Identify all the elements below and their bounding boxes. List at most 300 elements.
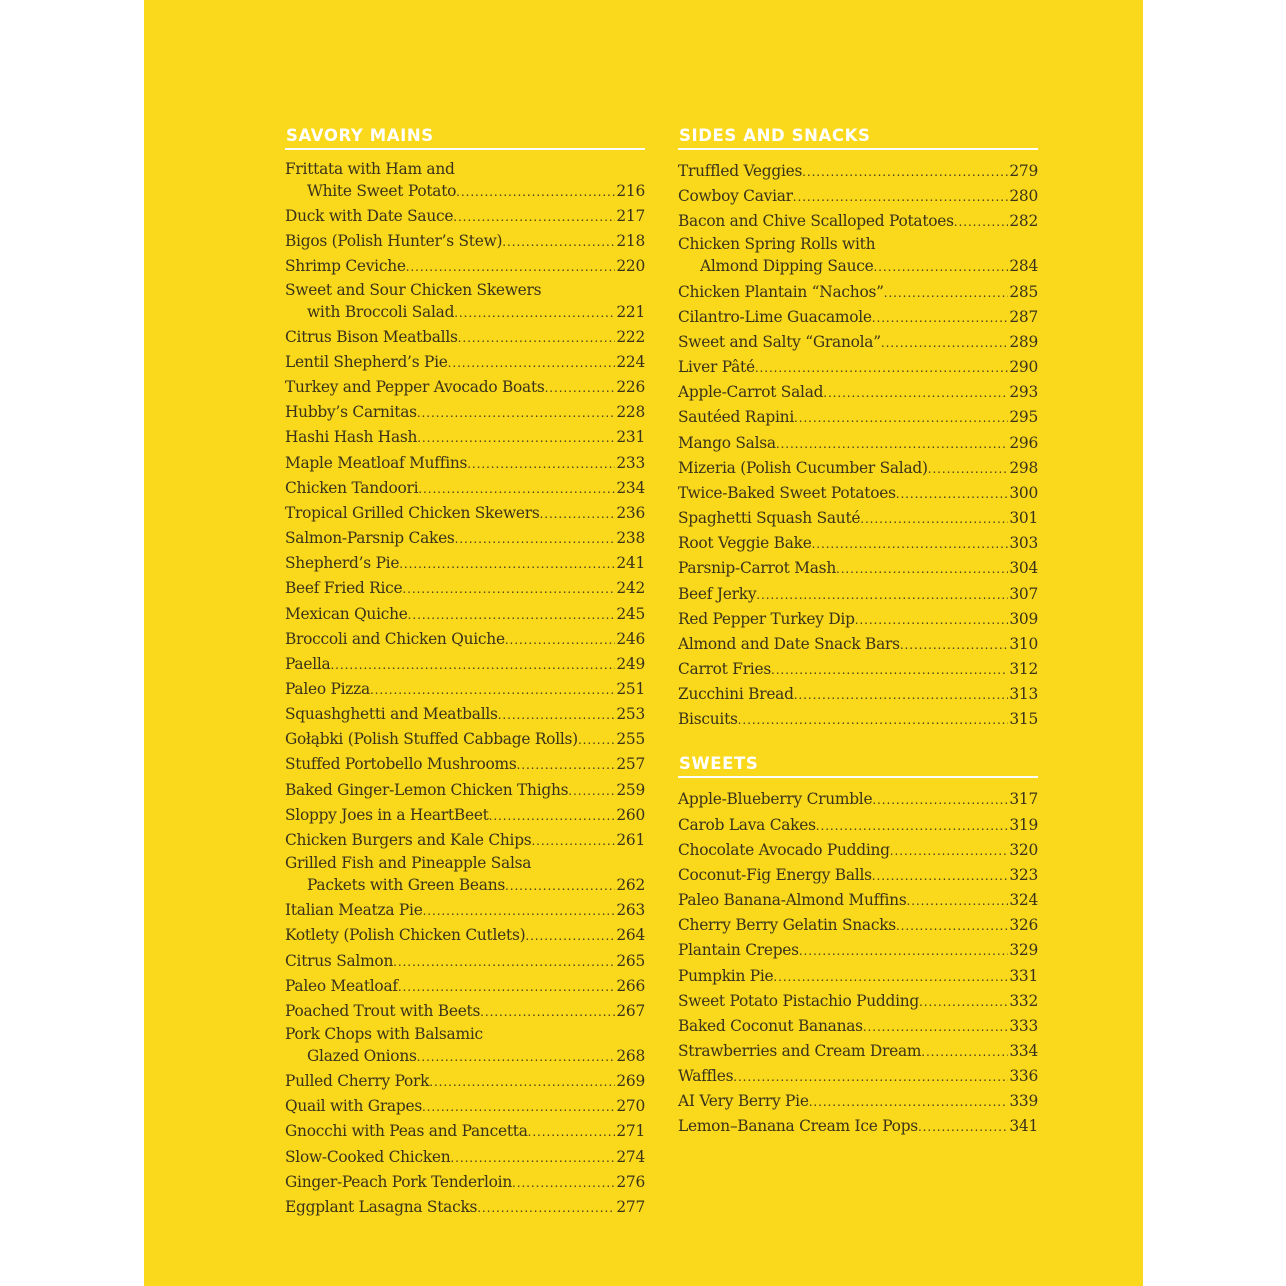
toc-entry	[285, 451, 645, 476]
dot-leader	[773, 964, 1008, 989]
toc-entry	[678, 838, 1038, 863]
entry-title: Strawberries and Cream Dream	[678, 1042, 922, 1060]
page-number: 233	[616, 453, 645, 472]
entry-title: Pumpkin Pie	[678, 966, 774, 985]
entry-title: Chicken Burgers and Kale Chips	[285, 830, 532, 849]
entry-title: Sweet and Sour Chicken Skewers	[285, 280, 542, 299]
entry-list	[678, 787, 1038, 1139]
dot-leader	[863, 1014, 1009, 1039]
dot-leader	[402, 576, 615, 601]
dot-leader	[540, 501, 616, 526]
toc-entry	[285, 551, 645, 576]
entry-title: Baked Coconut Bananas	[678, 1016, 863, 1035]
dot-leader	[531, 828, 615, 853]
entry-title: Italian Meatza Pie	[285, 901, 423, 920]
toc-entry-line	[285, 803, 645, 828]
entry-title: Paleo Banana-Almond Muffins	[678, 891, 907, 910]
toc-entry-line	[285, 949, 645, 974]
toc-entry-line	[285, 923, 645, 948]
entry-title: Paleo Pizza	[285, 679, 370, 698]
toc-entry	[285, 159, 645, 204]
dot-leader	[429, 1069, 615, 1094]
entry-list	[678, 159, 1038, 732]
toc-entry-line	[285, 602, 645, 627]
dot-leader	[454, 300, 615, 325]
toc-entry-line	[285, 254, 645, 279]
toc-entry-line	[678, 964, 1038, 989]
toc-entry-line	[678, 159, 1038, 184]
toc-entry-line	[285, 999, 645, 1024]
entry-title: Liver Pâté	[678, 358, 755, 377]
entry-title: Plantain Crepes	[678, 941, 799, 960]
entry-title: Sweet and Salty “Granola”	[678, 332, 881, 351]
entry-title: Mexican Quiche	[285, 604, 408, 623]
page-number: 263	[616, 901, 645, 920]
section-heading: SIDES AND SNACKS	[678, 126, 1038, 150]
toc-entry	[285, 204, 645, 229]
entry-title: Cilantro-Lime Guacamole	[678, 307, 872, 326]
entry-title: Apple-Blueberry Crumble	[678, 790, 873, 809]
toc-entry	[285, 803, 645, 828]
toc-entry-line	[285, 727, 645, 752]
dot-leader	[809, 1089, 1009, 1114]
page-number: 313	[1009, 685, 1038, 704]
toc-entry-line	[285, 204, 645, 229]
page-number: 221	[616, 302, 645, 321]
entry-title: Almond and Date Snack Bars	[678, 634, 900, 653]
section-heading: SAVORY MAINS	[285, 126, 645, 150]
toc-entry	[285, 778, 645, 803]
page-number: 268	[616, 1047, 645, 1065]
entry-title: Grilled Fish and Pineapple Salsa	[285, 854, 532, 873]
toc-entry	[285, 280, 645, 325]
entry-title: Sloppy Joes in a HeartBeet	[285, 805, 489, 824]
entry-title: Stuffed Portobello Mushrooms	[285, 755, 517, 774]
toc-entry	[678, 330, 1038, 355]
toc-entry	[678, 682, 1038, 707]
toc-entry-line	[678, 380, 1038, 405]
toc-entry	[285, 752, 645, 777]
dot-leader	[738, 707, 1009, 732]
page-number: 285	[1009, 282, 1038, 301]
entry-title: Turkey and Pepper Avocado Boats	[285, 378, 545, 397]
entry-title: Paella	[285, 654, 331, 673]
entry-title: Paleo Meatloaf	[285, 976, 398, 995]
toc-entry-line	[678, 405, 1038, 430]
dot-leader	[456, 179, 615, 204]
toc-entry-line	[285, 1069, 645, 1094]
entry-title: Cowboy Caviar	[678, 187, 793, 206]
entry-title: Beef Fried Rice	[285, 579, 403, 598]
dot-leader	[477, 1195, 615, 1220]
toc-entry-line	[678, 632, 1038, 657]
dot-leader	[881, 330, 1009, 355]
entry-title: Mango Salsa	[678, 433, 776, 452]
page-number: 301	[1009, 509, 1038, 528]
dot-leader	[756, 582, 1008, 607]
page-number: 282	[1009, 212, 1038, 231]
toc-entry	[678, 607, 1038, 632]
toc-entry-line	[285, 280, 645, 300]
toc-entry	[678, 456, 1038, 481]
toc-entry-line	[678, 682, 1038, 707]
page-number: 329	[1009, 941, 1038, 960]
entry-title: Hashi Hash Hash	[285, 428, 418, 447]
dot-leader	[330, 652, 615, 677]
page-number: 245	[616, 604, 645, 623]
toc-entry	[678, 632, 1038, 657]
dot-leader	[919, 989, 1008, 1014]
toc-entry-line	[285, 300, 645, 325]
entry-title: AI Very Berry Pie	[678, 1092, 809, 1111]
entry-title: Coconut-Fig Energy Balls	[678, 865, 872, 884]
book-page	[144, 0, 1143, 1286]
dot-leader	[890, 838, 1009, 863]
dot-leader	[776, 431, 1009, 456]
toc-entry	[285, 501, 645, 526]
dot-leader	[568, 778, 615, 803]
dot-leader	[884, 280, 1009, 305]
toc-entry-line	[678, 707, 1038, 732]
toc-entry-line	[678, 657, 1038, 682]
page-number: 334	[1009, 1042, 1038, 1060]
page-number: 218	[616, 232, 645, 251]
entry-title: Baked Ginger-Lemon Chicken Thighs	[285, 780, 569, 799]
toc-entry-line	[285, 425, 645, 450]
toc-entry-line	[285, 501, 645, 526]
toc-entry	[678, 280, 1038, 305]
entry-title: Spaghetti Squash Sauté	[678, 509, 861, 528]
toc-entry-line	[285, 325, 645, 350]
toc-entry-line	[678, 1114, 1038, 1139]
page-number: 319	[1009, 815, 1038, 834]
page-number: 242	[616, 579, 645, 598]
toc-entry	[285, 526, 645, 551]
dot-leader	[816, 813, 1009, 838]
toc-entry	[285, 652, 645, 677]
toc-entry	[678, 1089, 1038, 1114]
toc-entry	[285, 999, 645, 1024]
toc-entry-line	[678, 863, 1038, 888]
page-number: 274	[616, 1147, 645, 1166]
entry-title: Gnocchi with Peas and Pancetta	[285, 1122, 528, 1141]
page-number: 336	[1009, 1067, 1038, 1086]
page-number: 332	[1009, 991, 1038, 1010]
dot-leader	[896, 913, 1008, 938]
dot-leader	[458, 325, 616, 350]
dot-leader	[417, 1044, 616, 1069]
toc-entry-line	[285, 752, 645, 777]
dot-leader	[398, 974, 616, 999]
dot-leader	[928, 456, 1009, 481]
page-number: 341	[1009, 1117, 1038, 1136]
page-number: 296	[1009, 433, 1038, 452]
dot-leader	[836, 556, 1008, 581]
page-number: 320	[1009, 840, 1038, 859]
dot-leader	[545, 375, 616, 400]
entry-title: Gołąbki (Polish Stuffed Cabbage Rolls)	[285, 730, 578, 749]
dot-leader	[823, 380, 1008, 405]
toc-entry	[285, 949, 645, 974]
entry-title: Pulled Cherry Pork	[285, 1072, 430, 1091]
toc-entry-line	[285, 350, 645, 375]
toc-entry-line	[285, 1094, 645, 1119]
page-number: 298	[1009, 458, 1038, 477]
toc-entry-line	[285, 974, 645, 999]
toc-entry	[678, 380, 1038, 405]
dot-leader	[467, 451, 615, 476]
dot-leader	[771, 657, 1008, 682]
entry-title: with Broccoli Salad	[307, 302, 455, 321]
entry-title: White Sweet Potato	[307, 182, 457, 200]
toc-entry	[285, 853, 645, 898]
entry-title: Almond Dipping Sauce	[700, 257, 874, 276]
toc-entry-line	[678, 305, 1038, 330]
toc-entry	[678, 707, 1038, 732]
page-number: 271	[616, 1122, 645, 1141]
dot-leader	[512, 1170, 615, 1195]
toc-entry	[285, 923, 645, 948]
toc-entry	[678, 863, 1038, 888]
entry-title: Shepherd’s Pie	[285, 554, 400, 573]
page-number: 228	[616, 403, 645, 422]
toc-entry-line	[285, 1044, 645, 1069]
entry-title: Red Pepper Turkey Dip	[678, 609, 855, 628]
page-number: 315	[1009, 710, 1038, 729]
toc-entry-line	[285, 1024, 645, 1044]
entry-title: Citrus Bison Meatballs	[285, 327, 458, 346]
page-number: 261	[616, 830, 645, 849]
entry-title: Sweet Potato Pistachio Pudding	[678, 991, 920, 1010]
toc-entry-line	[678, 1014, 1038, 1039]
page-number: 284	[1009, 257, 1038, 276]
toc-entry	[285, 828, 645, 853]
left-column	[285, 126, 645, 1242]
toc-entry	[285, 1094, 645, 1119]
toc-entry	[285, 229, 645, 254]
section-sides-and-snacks	[678, 126, 1038, 732]
entry-title: Quail with Grapes	[285, 1097, 422, 1116]
toc-entry	[678, 888, 1038, 913]
toc-entry-line	[678, 989, 1038, 1014]
toc-entry-line	[678, 531, 1038, 556]
entry-title: Hubby’s Carnitas	[285, 403, 417, 422]
entry-title: Packets with Green Beans	[307, 876, 506, 895]
page-number: 222	[616, 327, 645, 346]
toc-entry-line	[678, 813, 1038, 838]
page-number: 317	[1009, 790, 1038, 809]
toc-entry	[678, 506, 1038, 531]
toc-entry-line	[678, 254, 1038, 279]
dot-leader	[502, 229, 615, 254]
toc-entry-line	[678, 184, 1038, 209]
entry-title: Bacon and Chive Scalloped Potatoes	[678, 212, 954, 231]
dot-leader	[872, 305, 1009, 330]
page-number: 331	[1009, 966, 1038, 985]
toc-entry-line	[678, 1039, 1038, 1064]
toc-entry-line	[285, 526, 645, 551]
entry-title: Truffled Veggies	[678, 162, 803, 180]
page-number: 259	[616, 780, 645, 799]
dot-leader	[448, 350, 616, 375]
dot-leader	[505, 627, 616, 652]
entry-title: Ginger-Peach Pork Tenderloin	[285, 1172, 513, 1191]
entry-title: Slow-Cooked Chicken	[285, 1147, 451, 1166]
toc-entry	[285, 974, 645, 999]
page-number: 260	[616, 805, 645, 824]
toc-entry	[678, 1064, 1038, 1089]
dot-leader	[517, 752, 616, 777]
toc-entry	[285, 702, 645, 727]
section-heading: SWEETS	[678, 754, 1038, 778]
page-number: 255	[616, 730, 645, 749]
dot-leader	[872, 787, 1008, 812]
toc-entry	[285, 627, 645, 652]
page-number: 295	[1009, 408, 1038, 427]
toc-entry	[678, 209, 1038, 234]
page-number: 324	[1009, 891, 1038, 910]
page-number: 231	[616, 428, 645, 447]
toc-entry	[678, 234, 1038, 279]
toc-entry	[678, 305, 1038, 330]
toc-entry	[285, 602, 645, 627]
entry-title: Maple Meatloaf Muffins	[285, 453, 468, 472]
entry-title: Chocolate Avocado Pudding	[678, 840, 890, 859]
entry-title: Bigos (Polish Hunter’s Stew)	[285, 232, 503, 251]
dot-leader	[480, 999, 615, 1024]
toc-entry-line	[285, 1119, 645, 1144]
page-number: 303	[1009, 534, 1038, 553]
dot-leader	[860, 506, 1008, 531]
toc-entry-line	[678, 1089, 1038, 1114]
toc-entry-line	[678, 280, 1038, 305]
dot-leader	[921, 1039, 1008, 1064]
toc-entry	[678, 405, 1038, 430]
toc-entry	[285, 350, 645, 375]
toc-entry-line	[678, 913, 1038, 938]
dot-leader	[954, 209, 1009, 234]
entry-title: Broccoli and Chicken Quiche	[285, 629, 505, 648]
page-number: 226	[616, 378, 645, 397]
toc-entry	[678, 355, 1038, 380]
toc-entry-line	[678, 431, 1038, 456]
toc-entry	[678, 531, 1038, 556]
entry-title: Mizeria (Polish Cucumber Salad)	[678, 458, 928, 477]
toc-entry	[678, 813, 1038, 838]
toc-entry-line	[285, 652, 645, 677]
toc-entry-line	[678, 838, 1038, 863]
dot-leader	[799, 938, 1009, 963]
page-number: 276	[616, 1172, 645, 1191]
page-number: 277	[616, 1197, 645, 1216]
toc-entry-line	[285, 627, 645, 652]
page-number: 289	[1009, 332, 1038, 351]
dot-leader	[896, 481, 1009, 506]
entry-title: Lemon–Banana Cream Ice Pops	[678, 1117, 918, 1136]
right-column	[678, 126, 1038, 1162]
toc-entry-line	[285, 229, 645, 254]
toc-entry-line	[285, 778, 645, 803]
entry-title: Squashghetti and Meatballs	[285, 705, 498, 724]
toc-entry-line	[285, 1170, 645, 1195]
page-number: 216	[616, 182, 645, 200]
entry-title: Beef Jerky	[678, 584, 757, 603]
entry-title: Chicken Tandoori	[285, 478, 419, 497]
page-number: 339	[1009, 1092, 1038, 1111]
page-number: 310	[1009, 634, 1038, 653]
dot-leader	[794, 405, 1008, 430]
entry-title: Shrimp Ceviche	[285, 257, 406, 276]
section-savory-mains	[285, 126, 645, 1220]
toc-entry-line	[285, 677, 645, 702]
toc-entry-line	[678, 556, 1038, 581]
dot-leader	[455, 526, 616, 551]
dot-leader	[417, 425, 615, 450]
toc-entry	[285, 325, 645, 350]
toc-entry	[285, 1069, 645, 1094]
page-number: 279	[1009, 162, 1038, 180]
page-number: 293	[1009, 383, 1038, 402]
toc-entry	[285, 677, 645, 702]
entry-title: Frittata with Ham and	[285, 160, 455, 178]
dot-leader	[408, 602, 616, 627]
page-number: 304	[1009, 559, 1038, 578]
toc-entry	[678, 1114, 1038, 1139]
entry-title: Carrot Fries	[678, 659, 771, 678]
page-number: 290	[1009, 358, 1038, 377]
toc-entry	[678, 913, 1038, 938]
toc-entry	[285, 425, 645, 450]
dot-leader	[370, 677, 615, 702]
toc-entry	[678, 989, 1038, 1014]
dot-leader	[505, 873, 615, 898]
entry-title: Pork Chops with Balsamic	[285, 1025, 483, 1043]
page-number: 269	[616, 1072, 645, 1091]
dot-leader	[406, 254, 616, 279]
toc-entry-line	[678, 355, 1038, 380]
dot-leader	[755, 355, 1009, 380]
dot-leader	[399, 551, 615, 576]
page-number: 236	[616, 503, 645, 522]
entry-title: Root Veggie Bake	[678, 534, 812, 553]
toc-entry	[678, 481, 1038, 506]
toc-entry	[678, 657, 1038, 682]
entry-title: Eggplant Lasagna Stacks	[285, 1197, 478, 1216]
toc-entry	[678, 1014, 1038, 1039]
dot-leader	[418, 476, 615, 501]
page-number: 234	[616, 478, 645, 497]
page-number: 262	[616, 876, 645, 895]
toc-entry-line	[285, 873, 645, 898]
toc-entry-line	[678, 1064, 1038, 1089]
entry-title: Parsnip-Carrot Mash	[678, 559, 836, 578]
toc-entry	[678, 787, 1038, 812]
entry-title: Twice-Baked Sweet Potatoes	[678, 483, 896, 502]
toc-entry	[285, 576, 645, 601]
toc-entry-line	[285, 476, 645, 501]
toc-entry-line	[678, 456, 1038, 481]
page-number: 217	[616, 207, 645, 226]
toc-entry	[678, 159, 1038, 184]
dot-leader	[525, 923, 615, 948]
entry-title: Duck with Date Sauce	[285, 207, 454, 226]
toc-entry-line	[285, 159, 645, 179]
toc-entry	[285, 476, 645, 501]
page-number: 280	[1009, 187, 1038, 206]
page-number: 246	[616, 629, 645, 648]
page-number: 241	[616, 554, 645, 573]
toc-entry-line	[285, 451, 645, 476]
